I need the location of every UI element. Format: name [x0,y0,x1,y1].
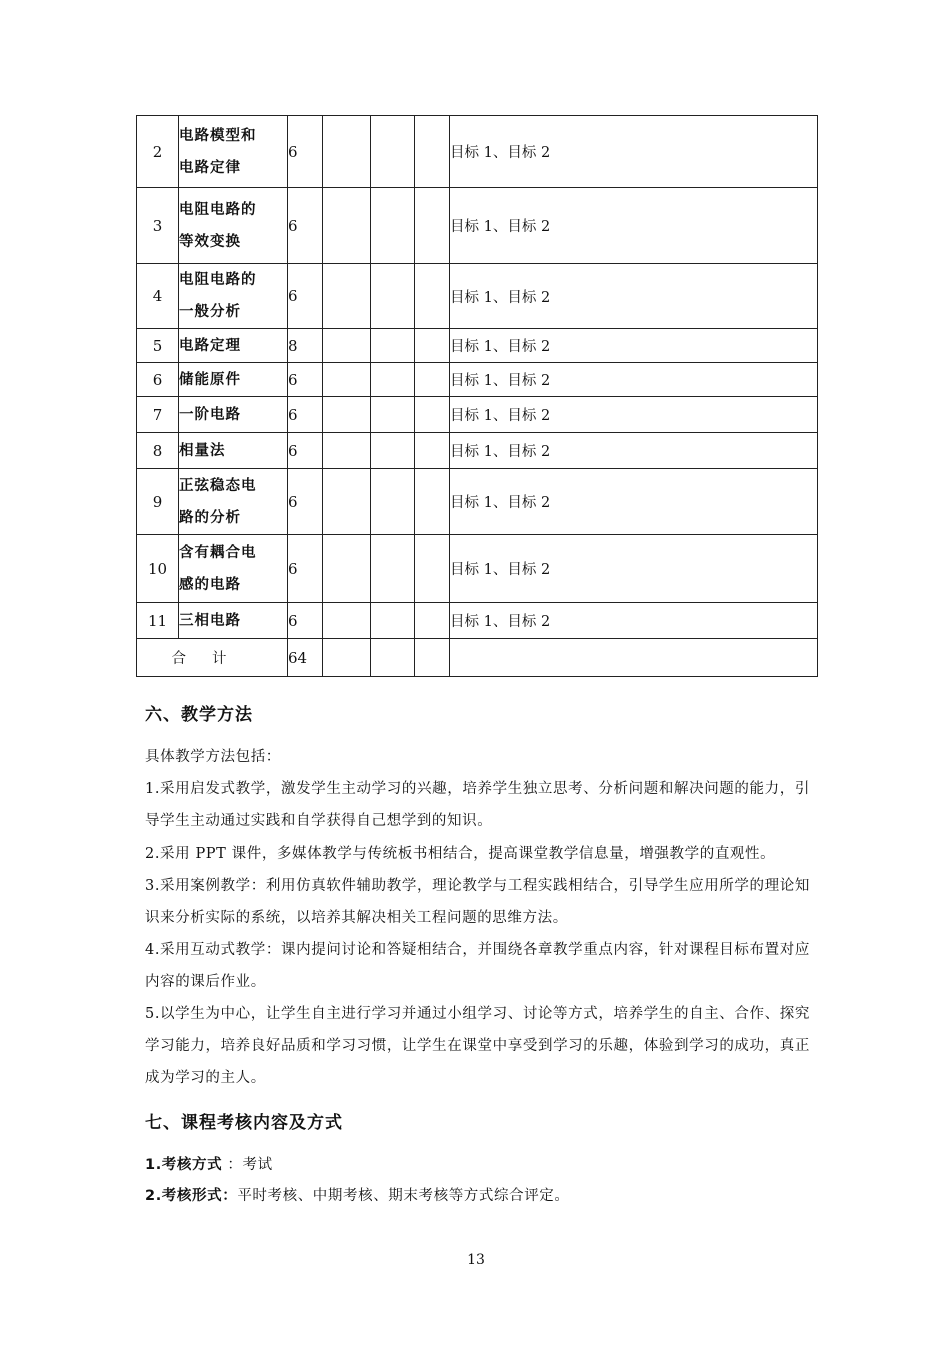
row-hours: 6 [288,433,323,469]
table-row [137,433,818,469]
row-goal: 目标 1、目标 2 [450,329,818,363]
empty-cell [415,329,450,363]
row-number: 4 [137,264,179,329]
empty-cell [323,188,371,264]
topic-line: 电路定律 [179,159,241,176]
total-hours: 64 [288,639,323,677]
table-row [137,397,818,433]
row-topic [179,397,288,433]
empty-cell [323,116,371,188]
empty-cell [415,264,450,329]
row-goal: 目标 1、目标 2 [450,535,818,603]
row-hours: 6 [288,603,323,639]
assessment-form [145,1180,810,1212]
assessment-method-label: 1.考核方式 [145,1157,223,1173]
topic-line: 三相电路 [179,612,241,629]
row-hours: 6 [288,116,323,188]
page-number: 13 [467,1252,485,1268]
empty-cell [415,603,450,639]
row-goal: 目标 1、目标 2 [450,433,818,469]
topic-line: 电路模型和 [179,127,257,144]
row-goal: 目标 1、目标 2 [450,397,818,433]
topic-line: 路的分析 [179,509,241,526]
empty-cell [371,397,415,433]
topic-line: 储能原件 [179,371,241,388]
method-item-2: 2.采用 PPT 课件，多媒体教学与传统板书相结合，提高课堂教学信息量，增强教学的直观性。 [145,846,776,862]
empty-cell [323,603,371,639]
empty-cell [371,188,415,264]
table-row [137,329,818,363]
course-schedule-table [136,115,818,677]
row-hours: 6 [288,363,323,397]
empty-cell [371,329,415,363]
row-topic [179,329,288,363]
row-topic [179,116,288,188]
row-topic [179,264,288,329]
topic-line: 含有耦合电 [179,544,257,561]
empty-cell [323,264,371,329]
empty-cell [371,433,415,469]
empty-cell [415,188,450,264]
row-goal: 目标 1、目标 2 [450,188,818,264]
topic-line: 相量法 [179,442,226,459]
table-row [137,469,818,535]
row-goal: 目标 1、目标 2 [450,116,818,188]
assessment-form-value: 平时考核、中期考核、期末考核等方式综合评定。 [237,1188,570,1204]
empty-cell [371,264,415,329]
empty-cell [415,535,450,603]
row-hours: 6 [288,535,323,603]
table-row [137,603,818,639]
row-hours: 6 [288,188,323,264]
section-7-heading: 七、课程考核内容及方式 [145,1113,343,1133]
row-topic [179,535,288,603]
row-goal: 目标 1、目标 2 [450,469,818,535]
table-row [137,116,818,188]
row-number: 9 [137,469,179,535]
row-number: 8 [137,433,179,469]
topic-line: 电阻电路的 [179,272,257,288]
empty-cell [415,433,450,469]
empty-cell [323,329,371,363]
empty-cell [371,363,415,397]
row-goal: 目标 1、目标 2 [450,363,818,397]
topic-line: 一般分析 [179,304,241,320]
topic-line: 正弦稳态电 [179,477,257,494]
row-number: 11 [137,603,179,639]
assessment-method-value: ：考试 [227,1157,273,1173]
row-hours: 8 [288,329,323,363]
row-topic [179,433,288,469]
empty-cell [323,469,371,535]
total-label: 合计 [137,639,288,677]
empty-cell [415,363,450,397]
row-number: 6 [137,363,179,397]
empty-cell [323,433,371,469]
assessment-form-label: 2.考核形式： [145,1188,238,1204]
empty-cell [415,116,450,188]
topic-line: 一阶电路 [179,406,241,423]
method-item-1: 1.采用启发式教学，激发学生主动学习的兴趣，培养学生独立思考、分析问题和解决问题的能力，引导学生主动通过实践和自学获得自己想学到的知识。 [145,781,810,829]
table-row [137,363,818,397]
row-hours: 6 [288,264,323,329]
section-6-heading: 六、教学方法 [145,705,253,725]
table-total-row [137,639,818,677]
table-row [137,188,818,264]
section-6-intro: 具体教学方法包括： [145,749,281,765]
row-topic [179,363,288,397]
row-number: 10 [137,535,179,603]
empty-cell [415,469,450,535]
row-goal: 目标 1、目标 2 [450,603,818,639]
row-topic [179,469,288,535]
row-number: 5 [137,329,179,363]
row-number: 3 [137,188,179,264]
topic-line: 感的电路 [179,576,241,593]
row-hours: 6 [288,397,323,433]
method-item-5: 5.以学生为中心，让学生自主进行学习并通过小组学习、讨论等方式，培养学生的自主、合作、探究学习能力，培养良好品质和学习习惯，让学生在课堂中享受到学习的乐趣，体验到学习的成功，真正成为学习的主人。 [145,1006,810,1086]
row-topic [179,603,288,639]
topic-line: 等效变换 [179,233,241,250]
row-number: 7 [137,397,179,433]
row-hours: 6 [288,469,323,535]
empty-cell [323,535,371,603]
assessment-method [145,1149,810,1181]
empty-cell [323,363,371,397]
empty-cell [323,397,371,433]
table-row [137,264,818,329]
row-number: 2 [137,116,179,188]
table-row [137,535,818,603]
row-goal: 目标 1、目标 2 [450,264,818,329]
topic-line: 电阻电路的 [179,201,257,218]
empty-cell [371,116,415,188]
method-item-4: 4.采用互动式教学：课内提问讨论和答疑相结合，并围绕各章教学重点内容，针对课程目标布置对应内容的课后作业。 [145,942,810,990]
empty-cell [371,535,415,603]
empty-cell [371,603,415,639]
empty-cell [371,469,415,535]
empty-cell [415,397,450,433]
method-item-3: 3.采用案例教学：利用仿真软件辅助教学，理论教学与工程实践相结合，引导学生应用所学的理论知识来分析实际的系统，以培养其解决相关工程问题的思维方法。 [145,878,810,926]
topic-line: 电路定理 [179,337,241,354]
row-topic [179,188,288,264]
